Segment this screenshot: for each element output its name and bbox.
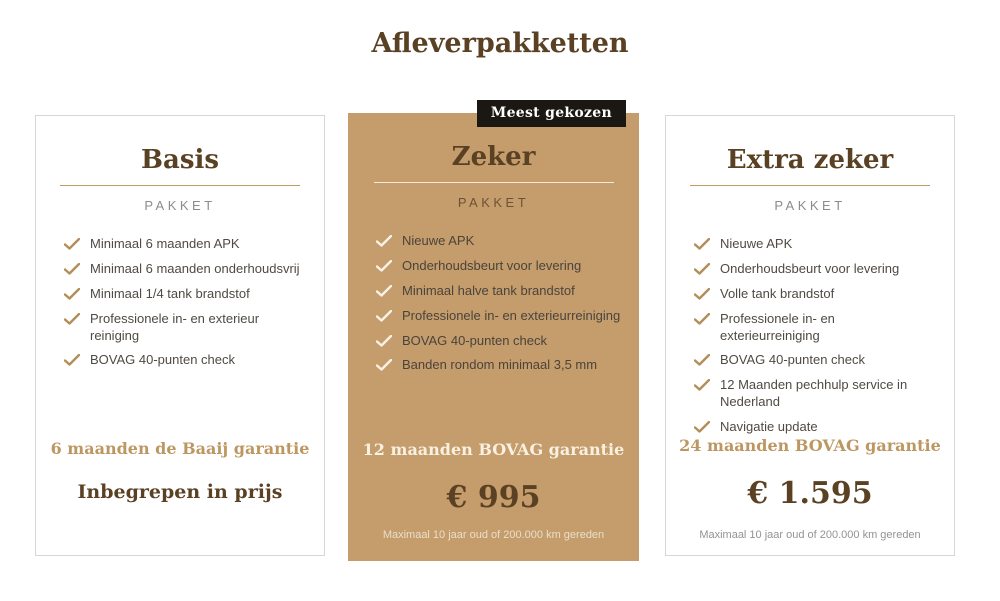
feature-text: Volle tank brandstof [720, 285, 835, 301]
page-title: Afleverpakketten [371, 28, 629, 59]
feature-text: Professionele in- en exterieurreiniging [402, 307, 621, 323]
check-icon [694, 421, 710, 436]
feature-item [376, 357, 621, 374]
feature-item [694, 261, 936, 278]
feature-item [376, 233, 621, 250]
check-icon [376, 285, 392, 300]
feature-text: BOVAG 40-punten check [720, 352, 866, 368]
check-icon [64, 288, 80, 303]
feature-item [376, 283, 621, 300]
feature-item [64, 311, 306, 345]
check-icon [376, 359, 392, 374]
feature-text: Onderhoudsbeurt voor levering [720, 260, 900, 276]
check-icon [694, 263, 710, 278]
title-divider [60, 185, 300, 186]
feature-item [694, 236, 936, 253]
title-divider [690, 185, 930, 186]
check-icon [376, 335, 392, 350]
feature-item [376, 308, 621, 325]
feature-text: Nieuwe APK [402, 233, 475, 248]
feature-item [64, 261, 306, 278]
feature-item [694, 311, 936, 345]
package-card-extra-zeker [665, 115, 955, 556]
card-subtitle: PAKKET [144, 198, 216, 213]
check-icon [64, 238, 80, 253]
feature-item [64, 352, 306, 369]
feature-text: Minimaal 6 maanden onderhoudsvrij [90, 260, 300, 276]
feature-item [376, 258, 621, 275]
guarantee-text: 6 maanden de Baaij garantie [50, 439, 310, 458]
feature-text: Nieuwe APK [720, 236, 793, 251]
check-icon [694, 379, 710, 411]
guarantee-text: 24 maanden BOVAG garantie [679, 436, 941, 455]
check-icon [376, 235, 392, 250]
disclaimer-text: Maximaal 10 jaar oud of 200.000 km gereden [382, 529, 605, 541]
feature-list [36, 236, 324, 369]
card-subtitle: PAKKET [457, 195, 530, 210]
feature-item [376, 333, 621, 350]
feature-text: BOVAG 40-punten check [402, 332, 548, 348]
feature-text: Minimaal 1/4 tank brandstof [90, 285, 250, 301]
feature-text: Professionele in- en exterieur reiniging [90, 310, 260, 343]
feature-text: 12 Maanden pechhulp service in Nederland [720, 377, 908, 410]
title-divider [374, 182, 614, 183]
disclaimer-text: Maximaal 10 jaar oud of 200.000 km gereden [699, 529, 921, 541]
feature-text: Professionele in- en exterieurreiniging [720, 310, 835, 343]
feature-item [64, 236, 306, 253]
feature-item [694, 352, 936, 369]
feature-text: Onderhoudsbeurt voor levering [402, 257, 582, 273]
package-card-basis [35, 115, 325, 556]
card-title-basis: Basis [141, 145, 219, 175]
card-title-zeker: Zeker [451, 142, 536, 172]
package-card-zeker [348, 105, 639, 561]
feature-item [694, 419, 936, 436]
feature-text: Navigatie update [720, 419, 818, 435]
price-text: € 995 [446, 480, 541, 515]
price-text: Inbegrepen in prijs [77, 481, 283, 503]
check-icon [64, 354, 80, 369]
feature-text: Minimaal halve tank brandstof [402, 282, 575, 298]
feature-text: Banden rondom minimaal 3,5 mm [402, 357, 598, 373]
feature-list [666, 236, 954, 436]
check-icon [64, 313, 80, 345]
card-title-extra-zeker: Extra zeker [726, 145, 894, 175]
check-icon [694, 288, 710, 303]
card-subtitle: PAKKET [774, 198, 846, 213]
feature-text: Minimaal 6 maanden APK [90, 236, 240, 251]
check-icon [376, 310, 392, 325]
check-icon [694, 313, 710, 345]
feature-text: BOVAG 40-punten check [90, 352, 236, 368]
feature-item [694, 377, 936, 411]
guarantee-text: 12 maanden BOVAG garantie [362, 440, 625, 459]
check-icon [694, 354, 710, 369]
feature-item [694, 286, 936, 303]
price-text: € 1.595 [747, 476, 873, 511]
feature-item [64, 286, 306, 303]
feature-list [348, 233, 639, 374]
most-chosen-badge: Meest gekozen [477, 100, 626, 127]
check-icon [376, 260, 392, 275]
check-icon [64, 263, 80, 278]
check-icon [694, 238, 710, 253]
